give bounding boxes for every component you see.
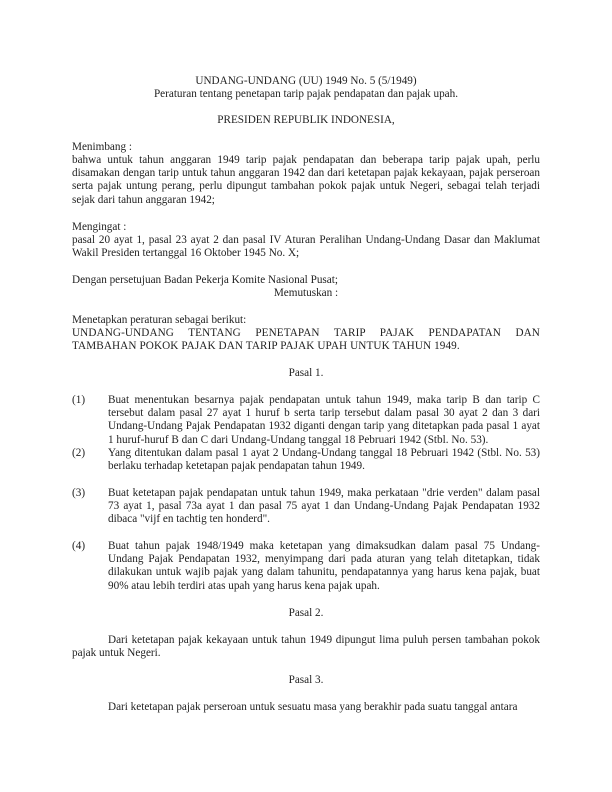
law-title-line-2: TAMBAHAN POKOK PAJAK DAN TARIP PAJAK UPAH UNTUK TAHUN 1949. bbox=[72, 340, 460, 352]
mengingat-text: pasal 20 ayat 1, pasal 23 ayat 2 dan pasal IV Aturan Peralihan Undang-Undang Dasar dan Maklumat Wakil Presiden tertanggal 16 Oktober 1945 No. X; bbox=[72, 234, 540, 260]
pasal-3-text: Dari ketetapan pajak perseroan untuk sesuatu masa yang berakhir pada suatu tanggal antara bbox=[108, 701, 518, 713]
item-text: Buat ketetapan pajak pendapatan untuk tahun 1949, maka perkataan "drie verden" dalam pasal 73 ayat 1, pasal 73a ayat 1 dan pasal 75 ayat 1 dan Undang-Undang Pajak Pendapatan 1932 dibaca "vijf en tachtig ten honderd". bbox=[108, 487, 540, 526]
pasal-3-heading: Pasal 3. bbox=[288, 674, 324, 686]
menimbang-label: Menimbang : bbox=[72, 141, 132, 153]
pasal-1-heading: Pasal 1. bbox=[288, 367, 324, 379]
item-number: (3) bbox=[72, 487, 86, 499]
item-text: Yang ditentukan dalam pasal 1 ayat 2 Undang-Undang tanggal 18 Pebruari 1942 (Stbl. No. 53) berlaku terhadap ketetapan pajak pendapatan tahun 1949. bbox=[108, 447, 540, 473]
law-title-line-1: UNDANG-UNDANG TENTANG PENETAPAN TARIP PAJAK PENDAPATAN DAN bbox=[72, 327, 540, 339]
menimbang-text: bahwa untuk tahun anggaran 1949 tarip pajak pendapatan dan beberapa tarip pajak upah, perlu disamakan dengan tarip untuk tahun anggaran 1942 dan dari ketetapan pajak kekayaan, pajak perseroan serta pajak untung perang, perlu dipungut tambahan pokok pajak untuk Negeri, sebagai telah terjadi sejak dari tahun anggaran 1942; bbox=[72, 154, 540, 206]
item-text: Buat tahun pajak 1948/1949 maka ketetapan yang dimaksudkan dalam pasal 75 Undang-Undang Pajak Pendapatan 1932, menyimpang dari pada aturan yang telah ditetapkan, tidak dilakukan untuk wajib pajak yang dalam tahunitu, pendapatannya yang harus kena pajak, buat 90% atau lebih terdiri atas upah yang harus kena pajak upah. bbox=[108, 540, 540, 592]
pasal-2-heading: Pasal 2. bbox=[288, 607, 324, 619]
mengingat-label: Mengingat : bbox=[72, 221, 127, 233]
item-number: (4) bbox=[72, 540, 86, 552]
document-title: UNDANG-UNDANG (UU) 1949 No. 5 (5/1949) bbox=[195, 75, 417, 87]
document-subtitle: Peraturan tentang penetapan tarip pajak pendapatan dan pajak upah. bbox=[153, 88, 459, 100]
item-text: Buat menentukan besarnya pajak pendapatan untuk tahun 1949, maka tarip B dan tarip C tersebut dalam pasal 27 ayat 1 huruf b serta tarip tersebut dalam pasal 30 ayat 2 dan 3 dari Undang-Undang Pajak Pendapatan 1932 diganti dengan tarip yang ditetapkan pada pasal 1 ayat 1 huruf-huruf B dan C dari Undang-Undang tanggal 18 Pebruari 1942 (Stbl. No. 53). bbox=[108, 394, 540, 446]
item-number: (1) bbox=[72, 394, 86, 406]
persetujuan-text: Dengan persetujuan Badan Pekerja Komite Nasional Pusat; bbox=[72, 274, 338, 286]
memutuskan-heading: Memutuskan : bbox=[273, 287, 339, 299]
menetapkan-label: Menetapkan peraturan sebagai berikut: bbox=[72, 314, 247, 326]
item-number: (2) bbox=[72, 447, 86, 459]
pasal-2-text: Dari ketetapan pajak kekayaan untuk tahun 1949 dipungut lima puluh persen tambahan pokok pajak untuk Negeri. bbox=[72, 634, 540, 660]
issuer-heading: PRESIDEN REPUBLIK INDONESIA, bbox=[217, 114, 395, 126]
